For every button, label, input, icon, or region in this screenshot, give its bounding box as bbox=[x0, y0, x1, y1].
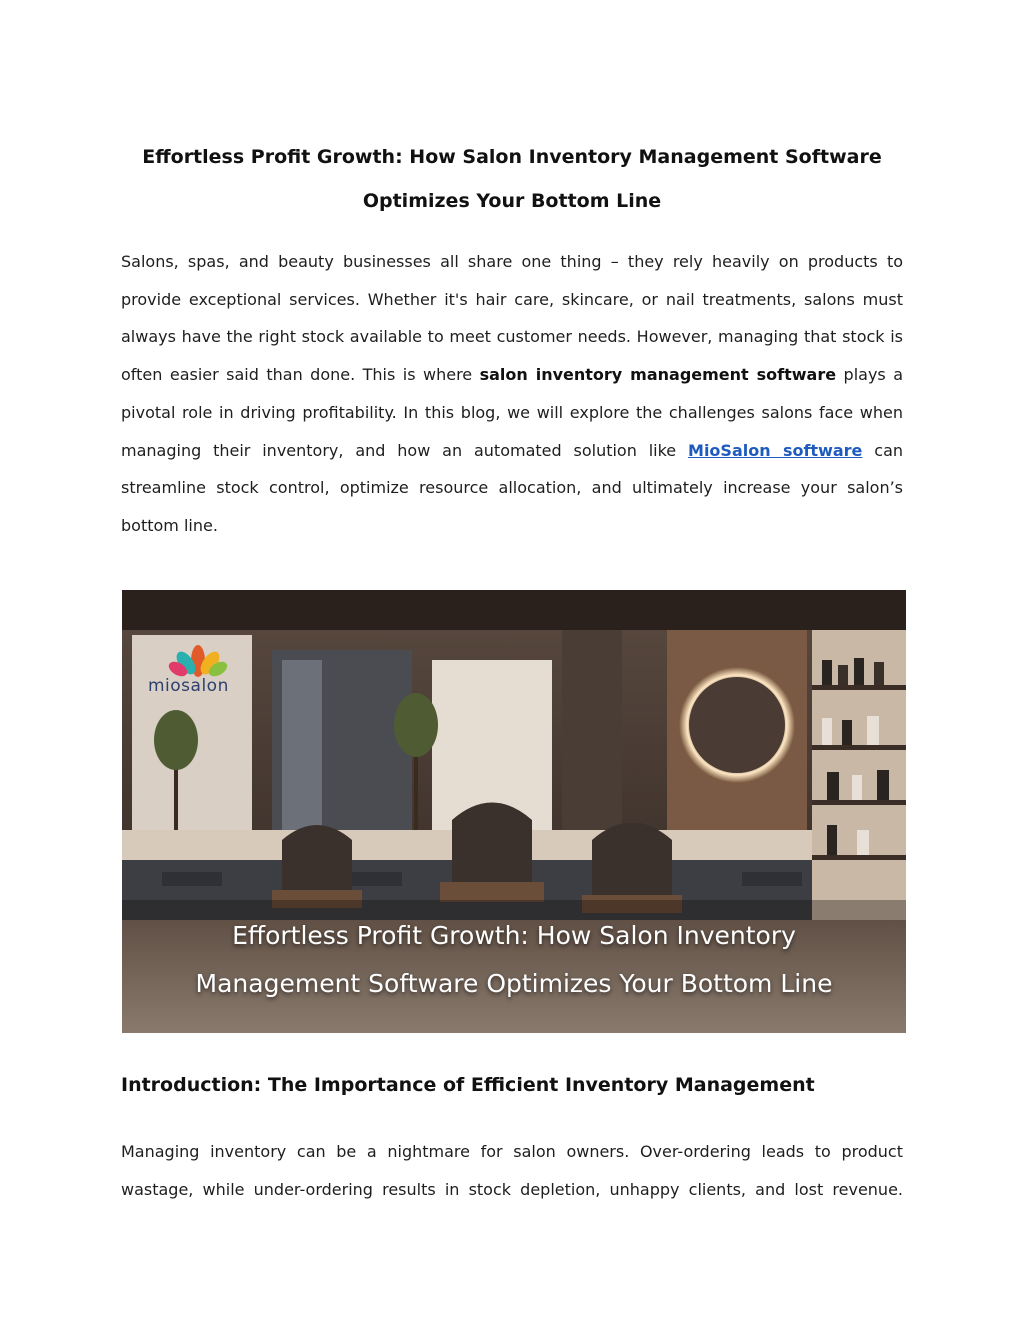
miosalon-software-link[interactable]: MioSalon software bbox=[688, 440, 863, 460]
intro-text-3: can streamline stock control, optimize resource allocation, and ultimately increase your salon’s bottom line. bbox=[121, 440, 904, 535]
hero-caption-line-1: Effortless Profit Growth: How Salon Inventory bbox=[232, 921, 796, 950]
hero-caption-line-2: Management Software Optimizes Your Bottom Line bbox=[195, 969, 833, 998]
intro-bold-keyword: salon inventory management software bbox=[479, 365, 837, 385]
logo-wordmark: miosalon bbox=[148, 676, 229, 696]
title-line-2: Optimizes Your Bottom Line bbox=[362, 190, 662, 212]
section-heading: Introduction: The Importance of Efficient Inventory Management bbox=[121, 1074, 815, 1096]
hero-caption bbox=[122, 912, 906, 1008]
title-line-1: Effortless Profit Growth: How Salon Inventory Management Software bbox=[142, 146, 882, 168]
intro-paragraph bbox=[121, 243, 903, 545]
intro-text-2: plays a pivotal role in driving profitability. In this blog, we will explore the challenges salons face when managing their inventory, and how an automated solution like bbox=[121, 365, 904, 460]
section-paragraph: Managing inventory can be a nightmare for salon owners. Over-ordering leads to product wastage, while under-ordering results in stock depletion, unhappy clients, and lost revenue. bbox=[121, 1142, 903, 1199]
lotus-icon bbox=[168, 644, 228, 678]
intro-text-1: Salons, spas, and beauty businesses all share one thing – they rely heavily on products to provide exceptional services. Whether it's hair care, skincare, or nail treatments, salons must always have the right stock available to meet customer needs. However, managing that stock is often easier said than done. This is where bbox=[121, 252, 903, 385]
article-title bbox=[121, 135, 903, 223]
